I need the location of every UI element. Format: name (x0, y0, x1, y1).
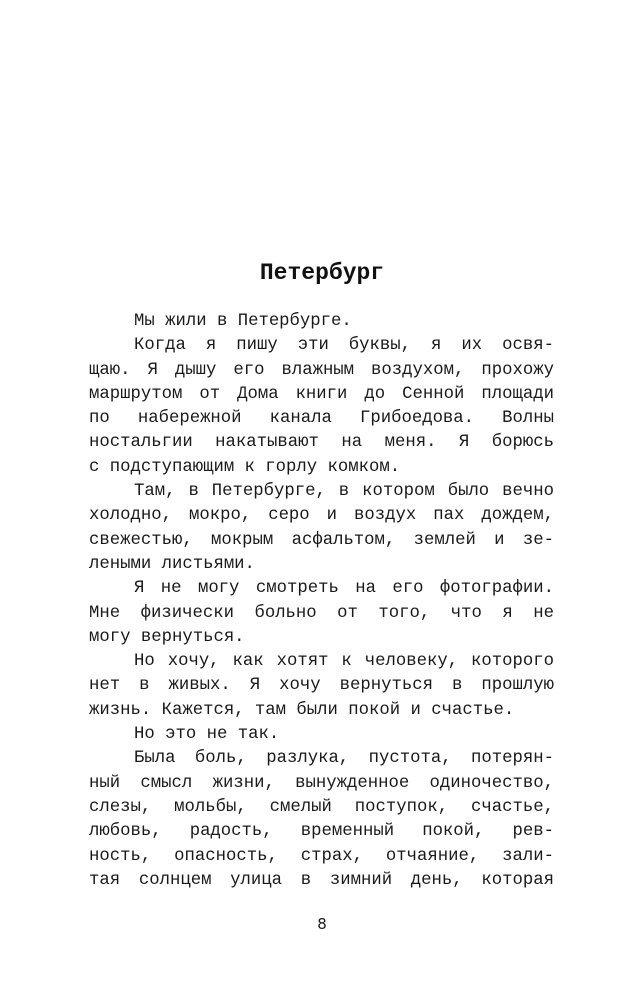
text-line: жизнь. Кажется, там были покой и счастье. (89, 700, 515, 720)
text-line: ный смысл жизни, вынужденное одиночество, (89, 773, 554, 793)
text-line: леными листьями. (89, 554, 255, 574)
page-number: 8 (317, 915, 327, 933)
text-line: любовь, радость, временный покой, рев- (89, 822, 554, 842)
chapter-title: Петербург (259, 260, 385, 286)
text-line: с подступающим к горлу комком. (89, 457, 401, 477)
text-line: тая солнцем улица в зимний день, которая (89, 870, 554, 890)
text-line: Была боль, разлука, пустота, потерян- (134, 749, 554, 769)
text-line: Но хочу, как хотят к человеку, которого (134, 652, 554, 672)
text-line: слезы, мольбы, смелый поступок, счастье, (89, 797, 554, 817)
text-line: ность, опасность, страх, отчаяние, зали- (89, 846, 554, 866)
text-line: могу вернуться. (89, 627, 245, 647)
text-line: Там, в Петербурге, в котором было вечно (134, 482, 554, 502)
text-line: Когда я пишу эти буквы, я их освя- (134, 336, 554, 356)
text-line: щаю. Я дышу его влажным воздухом, прохожу (89, 360, 554, 380)
text-line: ностальгии накатывают на меня. Я борюсь (89, 433, 554, 453)
text-line: по набережной канала Грибоедова. Волны (89, 409, 554, 429)
text-line: Мы жили в Петербурге. (134, 312, 352, 331)
text-line: холодно, мокро, серо и воздух пах дождем, (89, 506, 554, 526)
text-line: свежестью, мокрым асфальтом, землей и зе- (89, 530, 554, 550)
text-line: нет в живых. Я хочу вернуться в прошлую (89, 676, 554, 696)
text-line: Мне физически больно от того, что я не (89, 603, 554, 623)
body-text (89, 310, 554, 893)
text-line: Я не могу смотреть на его фотографии. (134, 579, 554, 599)
text-line: Но это не так. (134, 725, 280, 745)
text-line: маршрутом от Дома книги до Сенной площади (89, 384, 554, 404)
